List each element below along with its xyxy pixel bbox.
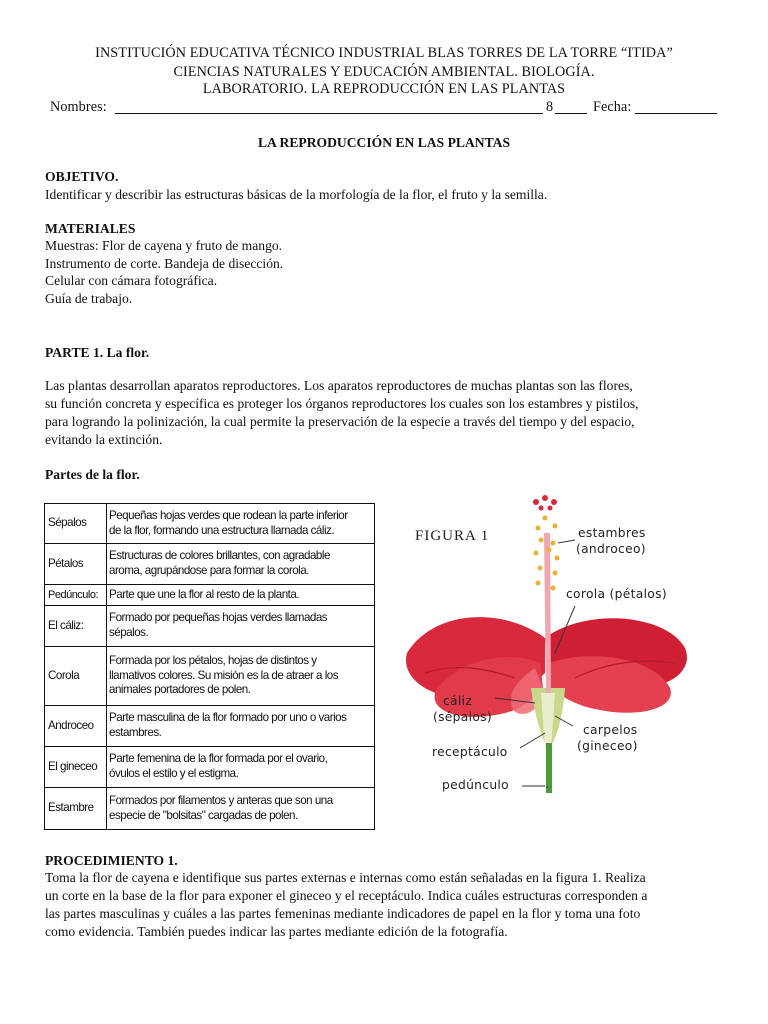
label-corola: corola (pétalos) — [566, 587, 667, 601]
table-term: Sépalos — [45, 504, 107, 544]
date-label: Fecha: — [593, 99, 632, 115]
table-row — [45, 585, 375, 606]
paragraph-line: Las plantas desarrollan aparatos reproductores. Los aparatos reproductores de muchas plantas son las flores, — [45, 378, 633, 393]
table-definition: Formados por filamentos y anteras que son una especie de "bolsitas" cargadas de polen. — [107, 788, 375, 830]
lab-title: LABORATORIO. LA REPRODUCCIÓN EN LAS PLANTAS — [202, 81, 566, 97]
institution-name: INSTITUCIÓN EDUCATIVA TÉCNICO INDUSTRIAL BLAS TORRES DE LA TORRE “ITIDA” — [95, 45, 673, 61]
table-term: Corola — [45, 647, 107, 706]
procedure-line: un corte en la base de la flor para exponer el gineceo y el receptáculo. Indica cuáles estructuras corresponden a — [45, 888, 648, 903]
table-row — [45, 706, 375, 747]
flower-parts-heading: Partes de la flor. — [45, 467, 140, 482]
table-definition: Estructuras de colores brillantes, con agradable aroma, agrupándose para formar la corola. — [107, 544, 375, 585]
names-blank[interactable] — [115, 113, 543, 114]
table-row — [45, 606, 375, 647]
materials-item: Instrumento de corte. Bandeja de disección. — [45, 255, 284, 271]
label-carpelos: carpelos — [583, 723, 638, 737]
document-title: LA REPRODUCCIÓN EN LAS PLANTAS — [257, 135, 511, 150]
table-definition: Parte masculina de la flor formado por uno o varios estambres. — [107, 706, 375, 747]
label-estambres: estambres — [578, 526, 646, 540]
peduncle-stem — [546, 743, 552, 793]
procedure-line: las partes masculinas y cuáles a las partes femeninas mediante indicadores de papel en la flor y toma una foto — [45, 906, 641, 921]
procedure1-text — [45, 869, 745, 941]
names-label: Nombres: — [50, 99, 107, 115]
table-definition: Pequeñas hojas verdes que rodean la parte inferior de la flor, formando una estructura llamada cáliz. — [107, 504, 375, 544]
date-blank[interactable] — [635, 113, 717, 114]
table-definition: Parte femenina de la flor formada por el ovario, óvulos el estilo y el estigma. — [107, 747, 375, 788]
hibiscus-figure — [395, 488, 735, 808]
label-androceo: (androceo) — [576, 542, 646, 556]
objective-heading: OBJETIVO. — [45, 169, 119, 184]
table-term: Estambre — [45, 788, 107, 830]
label-sepalos: (sépalos) — [433, 710, 492, 724]
table-term: El gineceo — [45, 747, 107, 788]
materials-heading: MATERIALES — [45, 221, 136, 236]
table-term: El cáliz: — [45, 606, 107, 647]
subject-name: CIENCIAS NATURALES Y EDUCACIÓN AMBIENTAL. BIOLOGÍA. — [173, 64, 595, 80]
table-definition: Formado por pequeñas hojas verdes llamadas sépalos. — [107, 606, 375, 647]
part1-paragraph — [45, 377, 745, 449]
table-definition: Formada por los pétalos, hojas de distintos y llamativos colores. Su misión es la de atraer a los animales portadores de polen. — [107, 647, 375, 706]
flower-parts-table — [44, 503, 375, 830]
table-row — [45, 788, 375, 830]
table-term: Pedúnculo: — [45, 585, 107, 606]
stigmas — [533, 495, 557, 511]
procedure-line: como evidencia. También puedes indicar las partes mediante edición de la fotografía. — [45, 924, 508, 939]
table-row — [45, 544, 375, 585]
grade-value: 8 — [546, 99, 554, 115]
part1-heading: PARTE 1. La flor. — [45, 345, 150, 360]
staminal-column — [544, 533, 551, 693]
paragraph-line: su función concreta y específica es proteger los órganos reproductores los cuales son los estambres y pistilos, — [45, 396, 639, 411]
table-term: Pétalos — [45, 544, 107, 585]
table-row — [45, 504, 375, 544]
label-gineceo: (gineceo) — [577, 739, 638, 753]
label-caliz: cáliz — [443, 694, 473, 708]
objective-text: Identificar y describir las estructuras básicas de la morfología de la flor, el fruto y la semilla. — [45, 187, 548, 202]
table-definition: Parte que une la flor al resto de la planta. — [107, 585, 375, 606]
table-row — [45, 647, 375, 706]
label-pedunculo: pedúnculo — [442, 778, 509, 792]
table-row — [45, 747, 375, 788]
materials-item: Muestras: Flor de cayena y fruto de mango. — [45, 238, 283, 253]
procedure1-heading: PROCEDIMIENTO 1. — [45, 853, 178, 868]
leader-line — [558, 540, 575, 543]
paragraph-line: para logrando la polinización, la cual permite la preservación de la especie a través del tiempo y del espacio, — [45, 414, 635, 429]
figure-title: FIGURA 1 — [415, 528, 490, 544]
grade-blank[interactable] — [555, 113, 587, 114]
materials-item: Guía de trabajo. — [45, 290, 133, 306]
procedure-line: Toma la flor de cayena e identifique sus partes externas e internas como están señaladas en la figura 1. Realiza — [45, 870, 646, 885]
table-term: Androceo — [45, 706, 107, 747]
leader-line — [520, 733, 545, 748]
label-receptaculo: receptáculo — [432, 745, 508, 759]
student-info-line — [50, 99, 730, 117]
materials-list — [45, 237, 283, 307]
materials-item: Celular con cámara fotográfica. — [45, 273, 218, 288]
paragraph-line: evitando la extinción. — [45, 432, 163, 447]
